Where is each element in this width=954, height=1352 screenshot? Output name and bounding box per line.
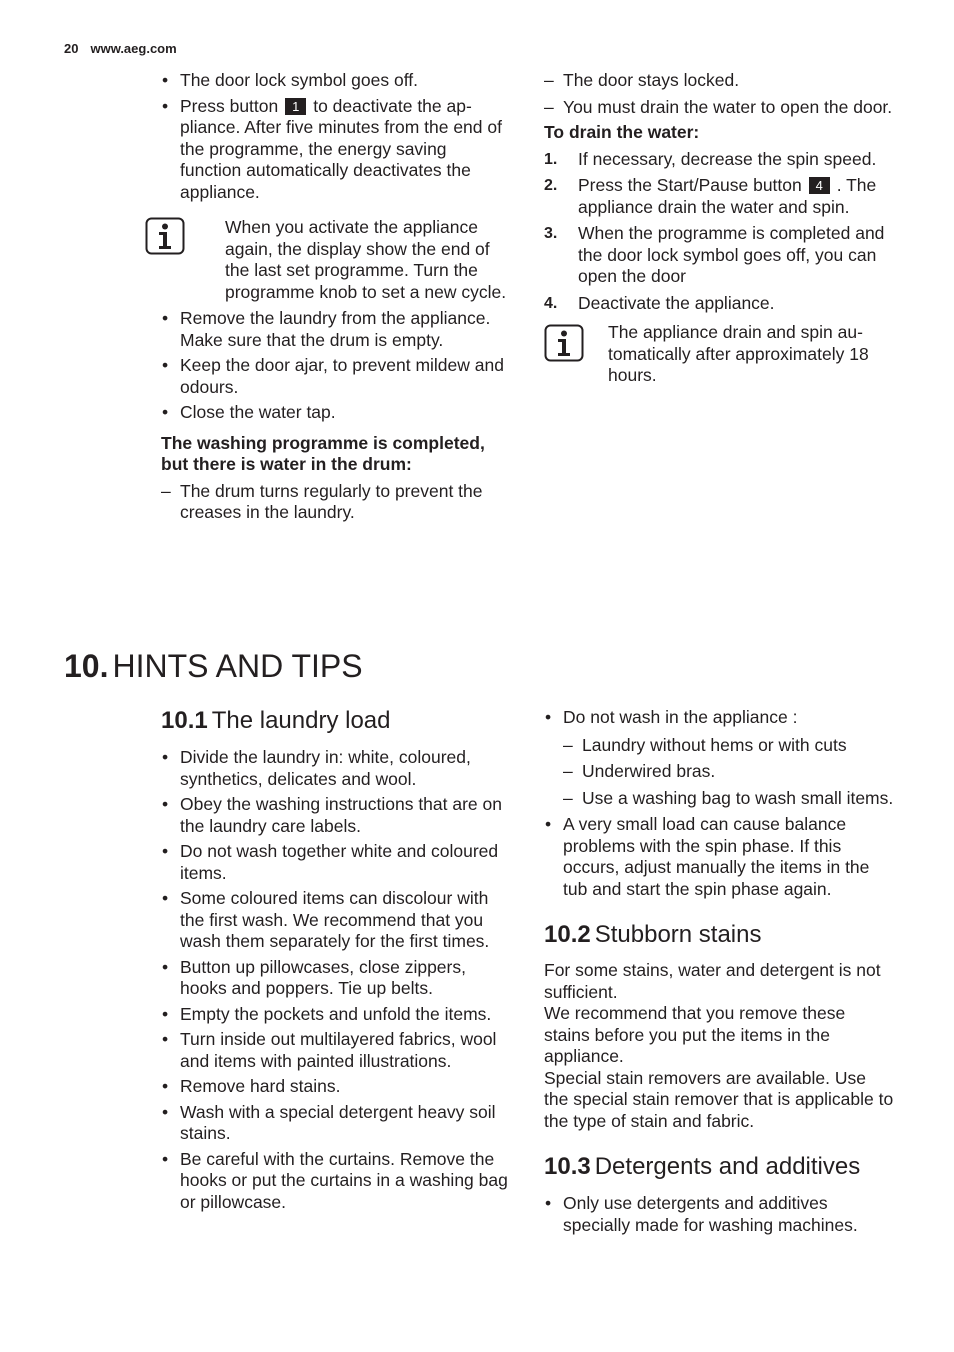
info-note: [544, 322, 894, 387]
paragraph: We recommend that you remove these stains before you put the items in the appliance.: [544, 1003, 846, 1066]
sub-list: [563, 735, 894, 810]
list-item: • Be careful with the curtains. Remove the hooks or put the curtains in a washing bag or pillowcase.: [161, 1149, 511, 1214]
bullet-list: [161, 747, 511, 1213]
chapter-heading: [64, 646, 363, 686]
list-item: • Some coloured items can discolour with the first wash. We recommend that you wash them separately for the first times.: [161, 888, 511, 953]
sub-item: – Use a washing bag to wash small items.: [563, 788, 894, 810]
subheading: To drain the water:: [544, 122, 700, 142]
section-laundry-load: [161, 706, 511, 1217]
page-header: [64, 38, 177, 60]
step-number: 1.: [544, 150, 558, 168]
step-text: Press the Start/Pause button: [578, 175, 807, 195]
step-number: 4.: [544, 294, 558, 312]
list-item: – You must drain the water to open the door.: [544, 97, 894, 119]
step-number: 2.: [544, 177, 558, 194]
list-item: • Empty the pockets and unfold the items.: [161, 1004, 511, 1026]
step-text: Deactivate the appliance.: [578, 292, 775, 313]
chapter-number: 10.: [64, 648, 109, 684]
item-text: Press button: [180, 95, 284, 116]
info-icon: [145, 217, 185, 255]
section-heading: [544, 1152, 894, 1182]
top-left-column: [161, 70, 511, 529]
sub-item: – Underwired bras.: [563, 761, 894, 783]
info-icon: [544, 324, 584, 362]
list-item: • Close the water tap.: [161, 402, 511, 424]
list-item: • The door lock symbol goes off.: [161, 70, 511, 92]
info-text: The appliance drain and spin automatically after approximately 18 hours.: [608, 322, 869, 385]
stains-text: [544, 960, 894, 1132]
list-item: • Keep the door ajar, to prevent mildew and odours.: [161, 355, 511, 398]
bullet-list: [161, 308, 511, 424]
section-number: 10.1: [161, 707, 208, 734]
dash-list: [544, 70, 894, 118]
list-item: • A very small load can cause balance problems with the spin phase. If this occurs, adjust manually the items in the tub and start the spin phase again.: [544, 814, 894, 900]
section-number: 10.2: [544, 921, 591, 948]
list-item: • Obey the washing instructions that are on the laundry care labels.: [161, 794, 511, 837]
info-text: When you activate the appliance again, the display show the end of the last set programme. Turn the programme knob to set a new cycle.: [225, 217, 507, 302]
button-4-symbol: 4: [809, 177, 830, 194]
steps-list: [544, 149, 894, 315]
section-title: The laundry load: [211, 707, 391, 734]
list-item: [161, 96, 511, 204]
bullet-list: [544, 1193, 894, 1236]
step-text: If necessary, decrease the spin speed.: [578, 148, 877, 169]
section-heading: [544, 920, 894, 950]
list-item: • Divide the laundry in: white, coloured, synthetics, delicates and wool.: [161, 747, 511, 790]
list-item: – The drum turns regularly to prevent the creases in the laundry.: [161, 481, 511, 524]
step-item: [544, 223, 894, 288]
section-title: Stubborn stains: [594, 921, 762, 948]
bullet-list: [161, 70, 511, 203]
step-item: [544, 293, 894, 315]
list-item: [544, 707, 894, 809]
button-1-symbol: 1: [285, 98, 306, 115]
chapter-title: HINTS AND TIPS: [112, 648, 363, 684]
bullet-list: [544, 707, 894, 900]
dash-list: [161, 481, 511, 524]
step-item: [544, 175, 894, 218]
list-item: • Do not wash together white and coloured items.: [161, 841, 511, 884]
list-item: • Wash with a special detergent heavy soil stains.: [161, 1102, 511, 1145]
list-item: • Only use detergents and additives specially made for washing machines.: [544, 1193, 894, 1236]
list-item: • Remove the laundry from the appliance. Make sure that the drum is empty.: [161, 308, 511, 351]
list-item: • Turn inside out multilayered fabrics, wool and items with painted illustrations.: [161, 1029, 511, 1072]
list-item: • Button up pillowcases, close zippers, hooks and poppers. Tie up belts.: [161, 957, 511, 1000]
subheading: The washing programme is completed, but there is water in the drum:: [161, 432, 485, 474]
item-text: to deactivate the appliance. After five minutes from the end of the programme, the energy saving function automatically deactivates the appliance.: [180, 95, 502, 202]
sub-item: – Laundry without hems or with cuts: [563, 735, 894, 757]
paragraph: For some stains, water and detergent is not sufficient.: [544, 960, 881, 1002]
page-number: 20: [64, 41, 79, 56]
list-item: – The door stays locked.: [544, 70, 894, 92]
info-note: [161, 217, 511, 303]
list-item: • Remove hard stains.: [161, 1076, 511, 1098]
step-text: . The appliance drain the water and spin.: [578, 175, 877, 217]
step-text: When the programme is completed and the door lock symbol goes off, you can open the door: [578, 223, 885, 286]
step-item: [544, 149, 894, 171]
section-heading: [161, 706, 511, 736]
section-number: 10.3: [544, 1153, 591, 1180]
top-right-column: [544, 70, 894, 387]
step-number: 3.: [544, 225, 558, 242]
section-title: Detergents and additives: [594, 1153, 861, 1180]
website-link[interactable]: www.aeg.com: [90, 41, 177, 56]
right-lower-column: [544, 707, 894, 1240]
paragraph: Special stain removers are available. Use the special stain remover that is applicable to the type of stain and fabric.: [544, 1067, 894, 1131]
item-text: Do not wash in the appliance :: [563, 707, 798, 727]
